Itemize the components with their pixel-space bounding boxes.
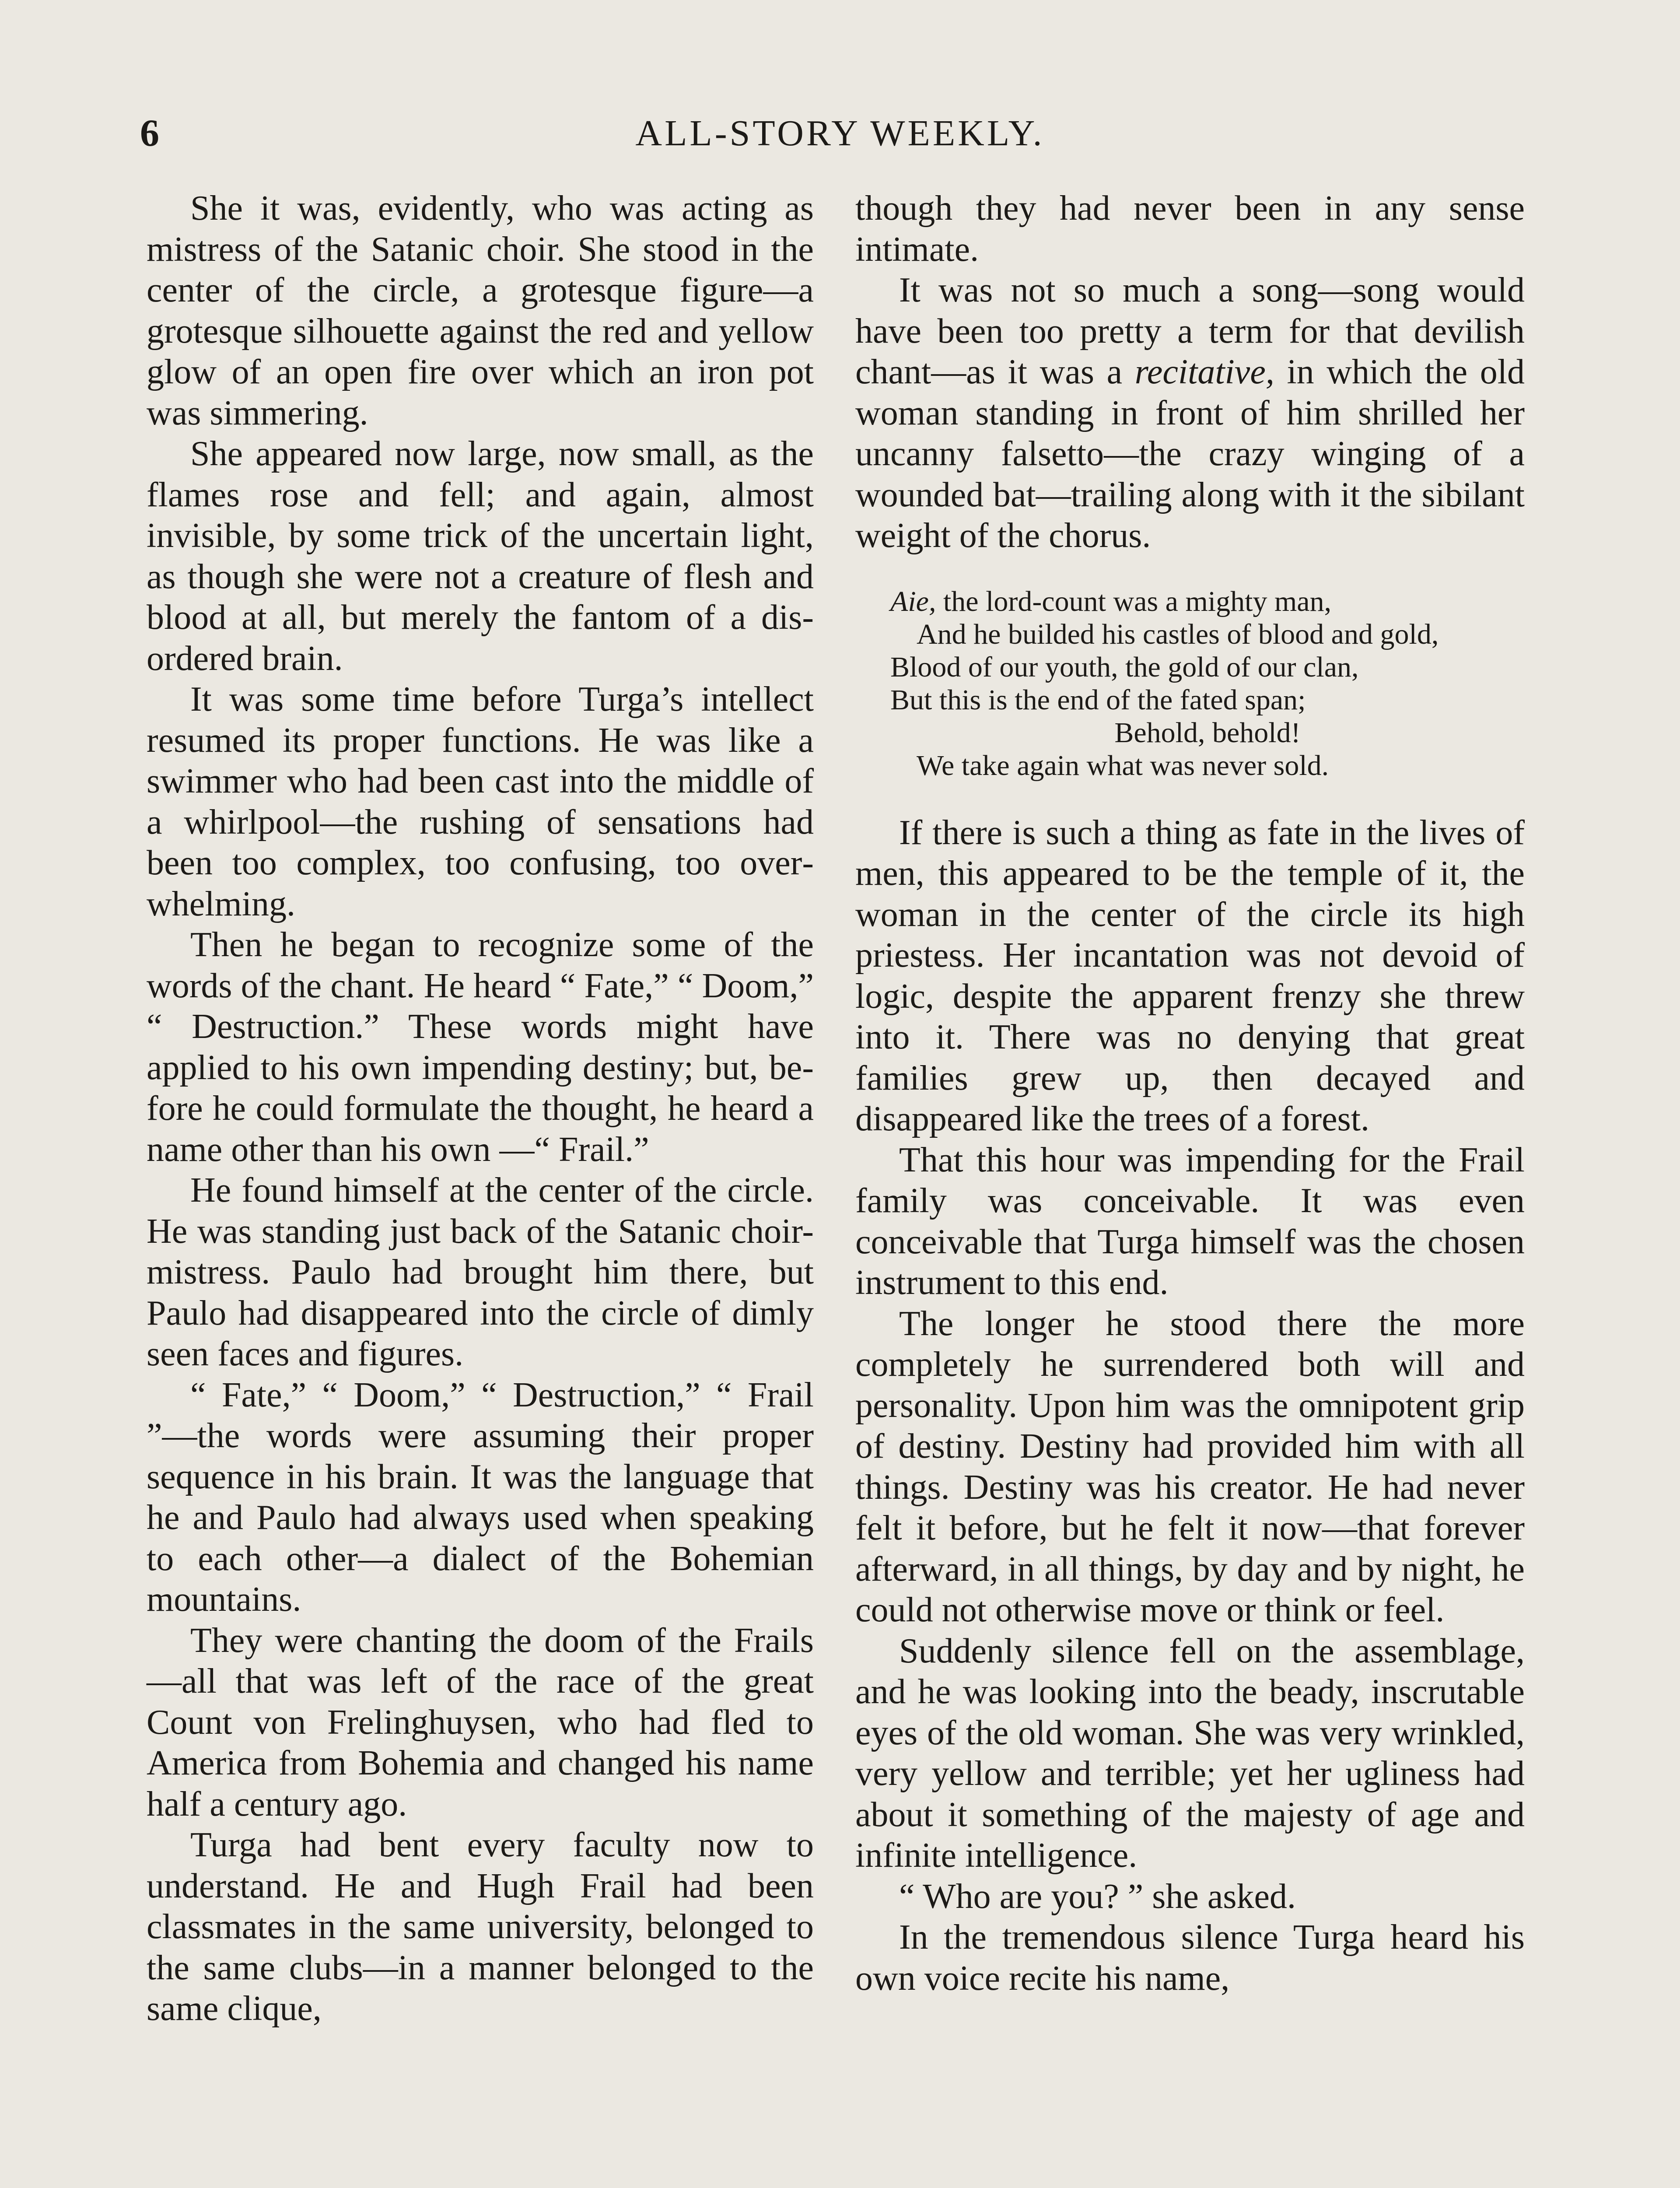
paragraph: Then he began to recognize some of the words of the chant. He heard “ Fate,” “ Doom,” “ Destruction.” These words might have applied to his own impending destiny; but, before he could formulate the thought, he heard a name other than his own —“ Frail.” (147, 926, 814, 1169)
italic-word: recitative, (1134, 353, 1274, 391)
verse-line: We take again what was never sold. (917, 749, 1329, 782)
right-column (855, 188, 1525, 1999)
paragraph: He found himself at the center of the circle. He was standing just back of the Satanic choir-mistress. Paulo had brought him there, but Paulo had disappeared into the circle of dimly seen faces and figures. (147, 1171, 814, 1373)
verse-text: the lord-count was a mighty man, (936, 585, 1332, 617)
paragraph: She it was, evidently, who was acting as mistress of the Satanic choir. She stood in the center of the circle, a grotesque figure—a grotesque silhouette against the red and yellow glow of an open fire over which an iron pot was simmering. (147, 189, 814, 432)
paragraph: Turga had bent every faculty now to understand. He and Hugh Frail had been classmates in the same university, belonged to the same clubs—in a manner belonged to the same clique, (147, 1826, 814, 2028)
verse-line: And he builded his castles of blood and gold, (917, 618, 1439, 650)
paragraph-text: It was not so much a song—song would have been too pretty a term for that devilish chant—as it was a (855, 271, 1525, 391)
verse-italic-word: Aie, (890, 585, 936, 617)
paragraph-text: in which the old woman standing in front of him shrilled her uncanny falsetto—the crazy winging of a wounded bat—trailing along with it the sibilant weight of the chorus. (855, 353, 1525, 555)
left-column (147, 188, 814, 2030)
paragraph (855, 270, 1525, 557)
paragraph: She appeared now large, now small, as the flames rose and fell; and again, almost invisible, by some trick of the uncertain light, as though she were not a creature of flesh and blood at all, but merely the fantom of a disordered brain. (147, 435, 814, 678)
running-title: ALL-STORY WEEKLY. (635, 113, 1045, 154)
paragraph: Suddenly silence fell on the assemblage, and he was looking into the beady, inscrutable eyes of the old woman. She was very wrinkled, very yellow and terrible; yet her ugliness had about it something of the majesty of age and infinite intelligence. (855, 1631, 1525, 1875)
paragraph: If there is such a thing as fate in the lives of men, this appeared to be the temple of it, the woman in the center of the circle its high priestess. Her incantation was not devoid of logic, despite the apparent frenzy she threw into it. There was no denying that great families grew up, then decayed and disappeared like the trees of a forest. (855, 813, 1525, 1138)
paragraph: “ Who are you? ” she asked. (899, 1877, 1296, 1916)
paragraph: They were chanting the doom of the Frails—all that was left of the race of the great Count von Frelinghuysen, who had fled to America from Bohemia and changed his name half a century ago. (147, 1621, 814, 1823)
paragraph: In the tremendous silence Turga heard his own voice recite his name, (855, 1918, 1525, 1998)
chant-verse (855, 585, 1525, 782)
verse-line: Behold, behold! (1114, 716, 1301, 749)
paragraph: The longer he stood there the more completely he surrendered both will and personality. Upon him was the omnipotent grip of destiny. Destiny had provided him with all things. Destiny was his creator. He had never felt it before, but he felt it now—that forever afterward, in all things, by day and by night, he could not otherwise move or think or feel. (855, 1304, 1525, 1629)
page-header (140, 109, 1540, 158)
continued-paragraph: though they had never been in any sense intimate. (855, 189, 1525, 269)
paragraph: “ Fate,” “ Doom,” “ Destruction,” “ Frail ”—the words were assuming their proper sequence in his brain. It was the language that he and Paulo had always used when speaking to each other—a dialect of the Bohemian mountains. (147, 1375, 814, 1619)
verse-line (890, 585, 1525, 618)
paragraph: It was some time before Turga’s intellect resumed its proper functions. He was like a swimmer who had been cast into the middle of a whirlpool—the rushing of sensations had been too complex, too confusing, too overwhelming. (147, 680, 814, 923)
verse-line: Blood of our youth, the gold of our clan, (890, 651, 1359, 683)
page-number: 6 (140, 112, 159, 154)
paragraph: That this hour was impending for the Frail family was conceivable. It was even conceivable that Turga himself was the chosen instrument to this end. (855, 1140, 1525, 1302)
verse-line: But this is the end of the fated span; (890, 684, 1306, 716)
